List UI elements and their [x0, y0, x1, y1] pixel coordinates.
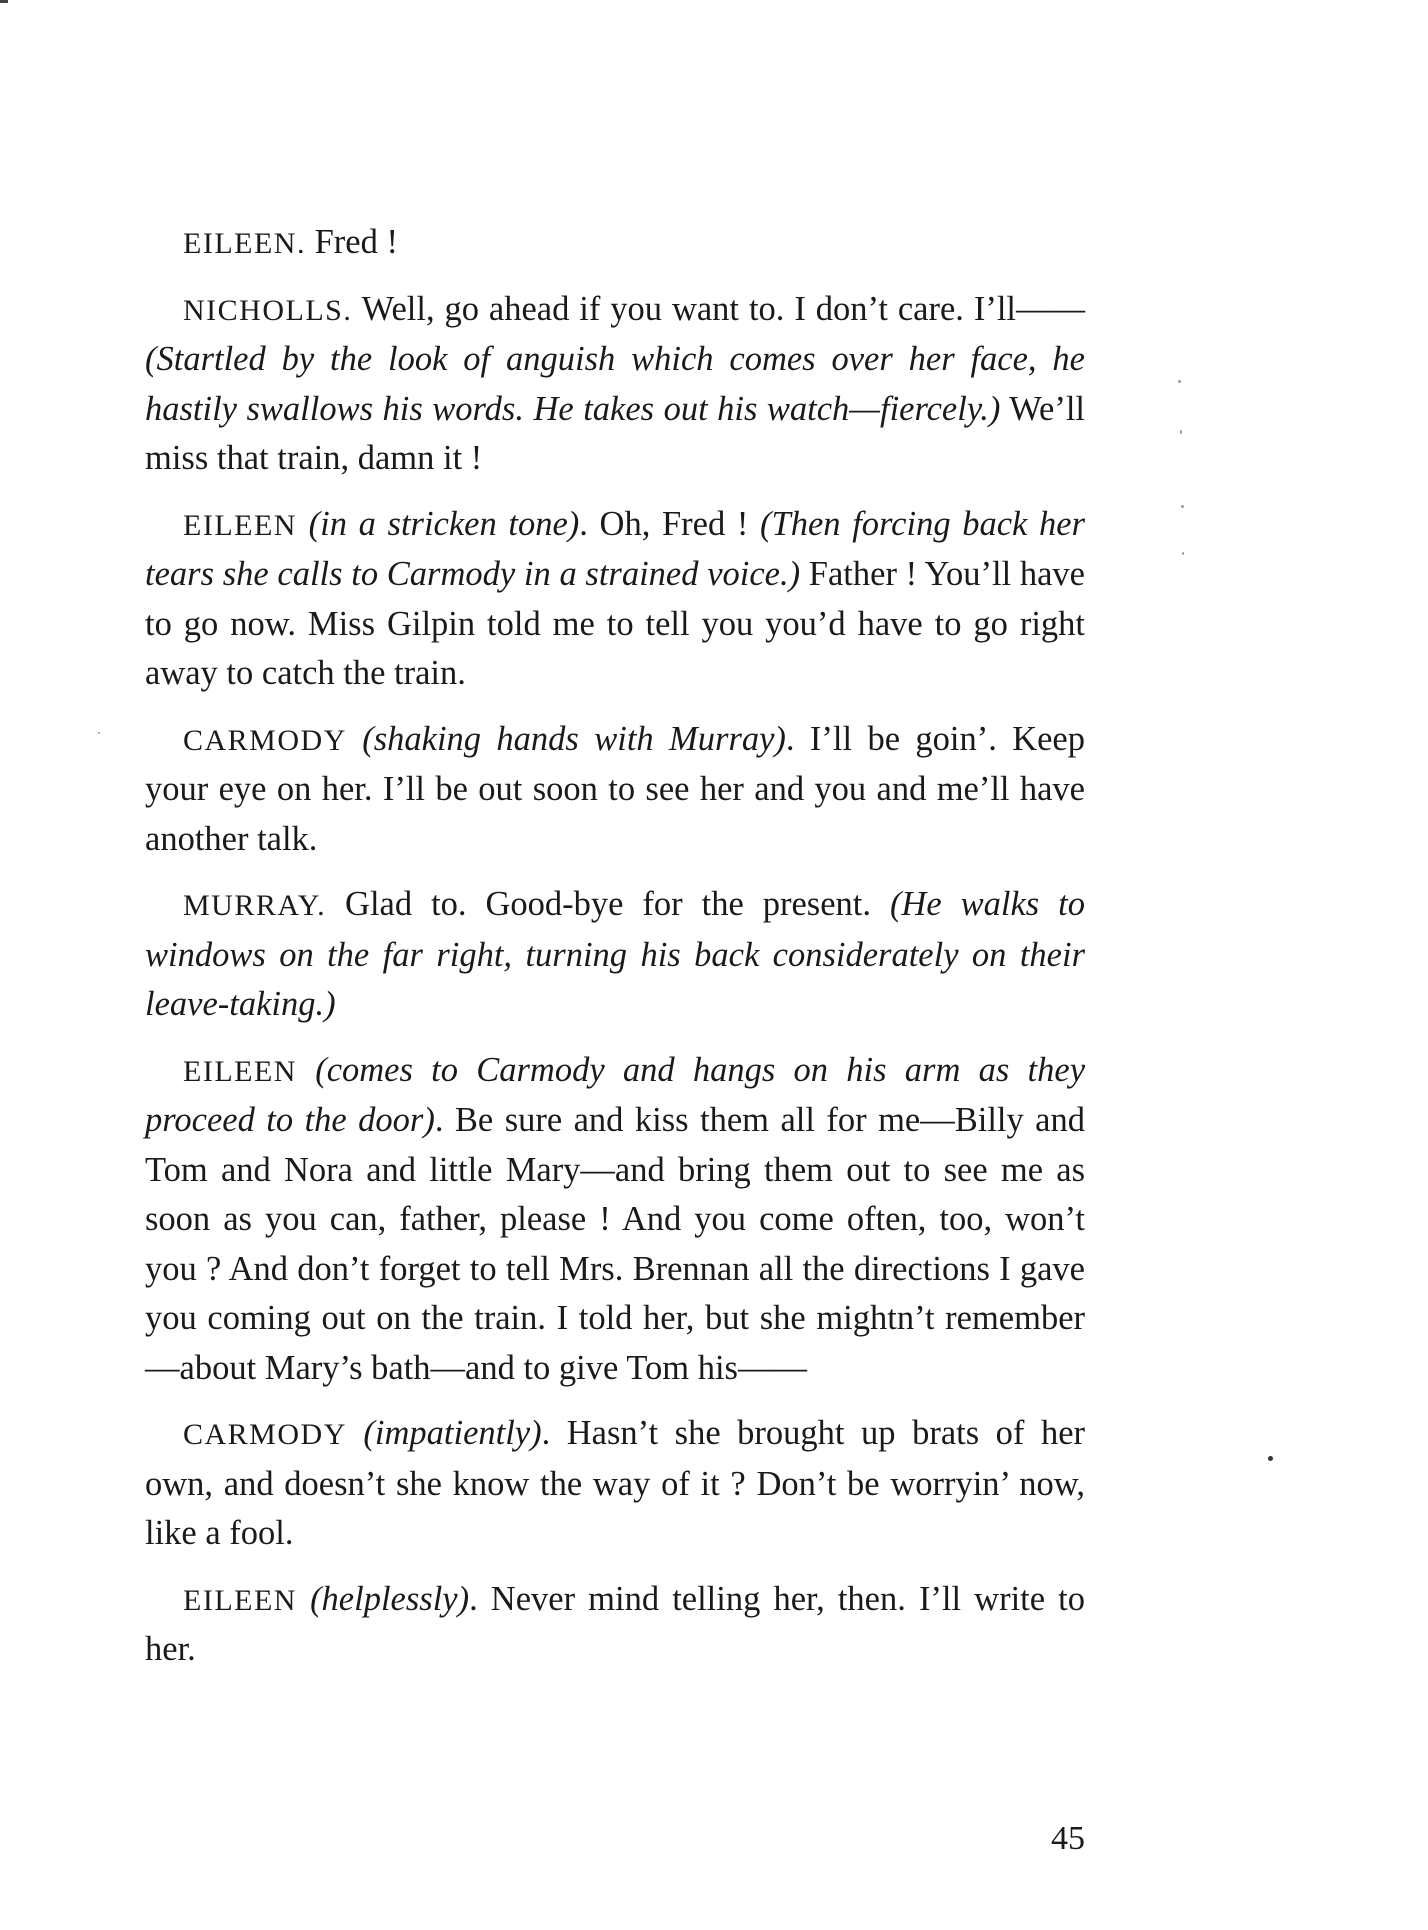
dialogue-text: . I’ll be goin’. Keep your eye on her. I’ll be out soon to see her and you and me’ll have another talk. [145, 719, 1085, 858]
stage-direction: (helplessly) [310, 1579, 470, 1618]
scan-speck [98, 732, 100, 734]
dialogue-text: Glad to. Good-bye for the present. [345, 885, 890, 923]
scan-corner-mark [0, 0, 8, 3]
speaker-name: CARMODY [183, 723, 347, 757]
dialogue-text: . Hasn’t she brought up brats of her own, and doesn’t she know the way of it ? Don’t be worryin’ now, like a fool. [145, 1414, 1086, 1552]
scan-speck [1182, 552, 1184, 555]
scan-speck [1268, 1456, 1273, 1461]
play-text [145, 218, 1085, 1691]
dialogue-text: Father ! You’ll have to go now. Miss Gilpin told me to tell you you’d have to go right away to catch the train. [145, 555, 1085, 692]
stage-direction: (impatiently) [363, 1414, 542, 1452]
page-number: 45 [1051, 1820, 1085, 1857]
scan-speck [1178, 380, 1181, 383]
speech-paragraph [145, 715, 1085, 865]
dialogue-text: Well, go ahead if you want to. I don’t care. I’ll—— [361, 289, 1085, 328]
speech-paragraph [145, 218, 1085, 269]
speaker-name: EILEEN [183, 508, 297, 542]
dialogue-text: . Be sure and kiss them all for me—Billy and Tom and Nora and little Mary—and bring them out to see me as soon as you can, father, please ! And you come often, too, won’t you ? And don’t forget to tell Mrs. Brennan all the directions I gave you coming out on the train. I told her, but she mightn’t remember—about Mary’s bath—and to give Tom his—— [145, 1101, 1085, 1387]
stage-direction: (He walks to windows on the far right, turning his back considerately on their leave-taking.) [145, 885, 1085, 1023]
speech-paragraph [145, 285, 1085, 484]
dialogue-text: . Oh, Fred ! [579, 504, 761, 543]
speaker-name: EILEEN. [183, 227, 306, 260]
speech-paragraph [145, 880, 1085, 1030]
stage-direction: (Startled by the look of anguish which comes over her face, he hastily swallows his words. He takes out his watch—fiercely.) [145, 340, 1085, 428]
speech-paragraph [145, 1409, 1085, 1559]
speech-paragraph [145, 1046, 1085, 1394]
speaker-name: EILEEN [183, 1583, 297, 1617]
stage-direction: (comes to Carmody and hangs on his arm as they proceed to the door) [145, 1050, 1086, 1139]
stage-direction: (Then forcing back her tears she calls to Carmody in a strained voice.) [145, 504, 1085, 593]
speech-paragraph [145, 500, 1085, 699]
stage-direction: (shaking hands with Murray) [362, 719, 786, 758]
scan-speck [1180, 430, 1182, 434]
dialogue-text: Fred ! [314, 223, 398, 261]
dialogue-text: . Never mind telling her, then. I’ll write to her. [145, 1579, 1085, 1668]
speaker-name: MURRAY. [183, 889, 327, 922]
dialogue-text: We’ll miss that train, damn it ! [145, 389, 1085, 477]
speech-paragraph [145, 1575, 1085, 1675]
speaker-name: CARMODY [183, 1418, 347, 1451]
speaker-name: NICHOLLS. [183, 293, 353, 327]
scan-speck [1181, 505, 1184, 508]
speaker-name: EILEEN [183, 1054, 297, 1088]
stage-direction: (in a stricken tone) [308, 504, 580, 543]
